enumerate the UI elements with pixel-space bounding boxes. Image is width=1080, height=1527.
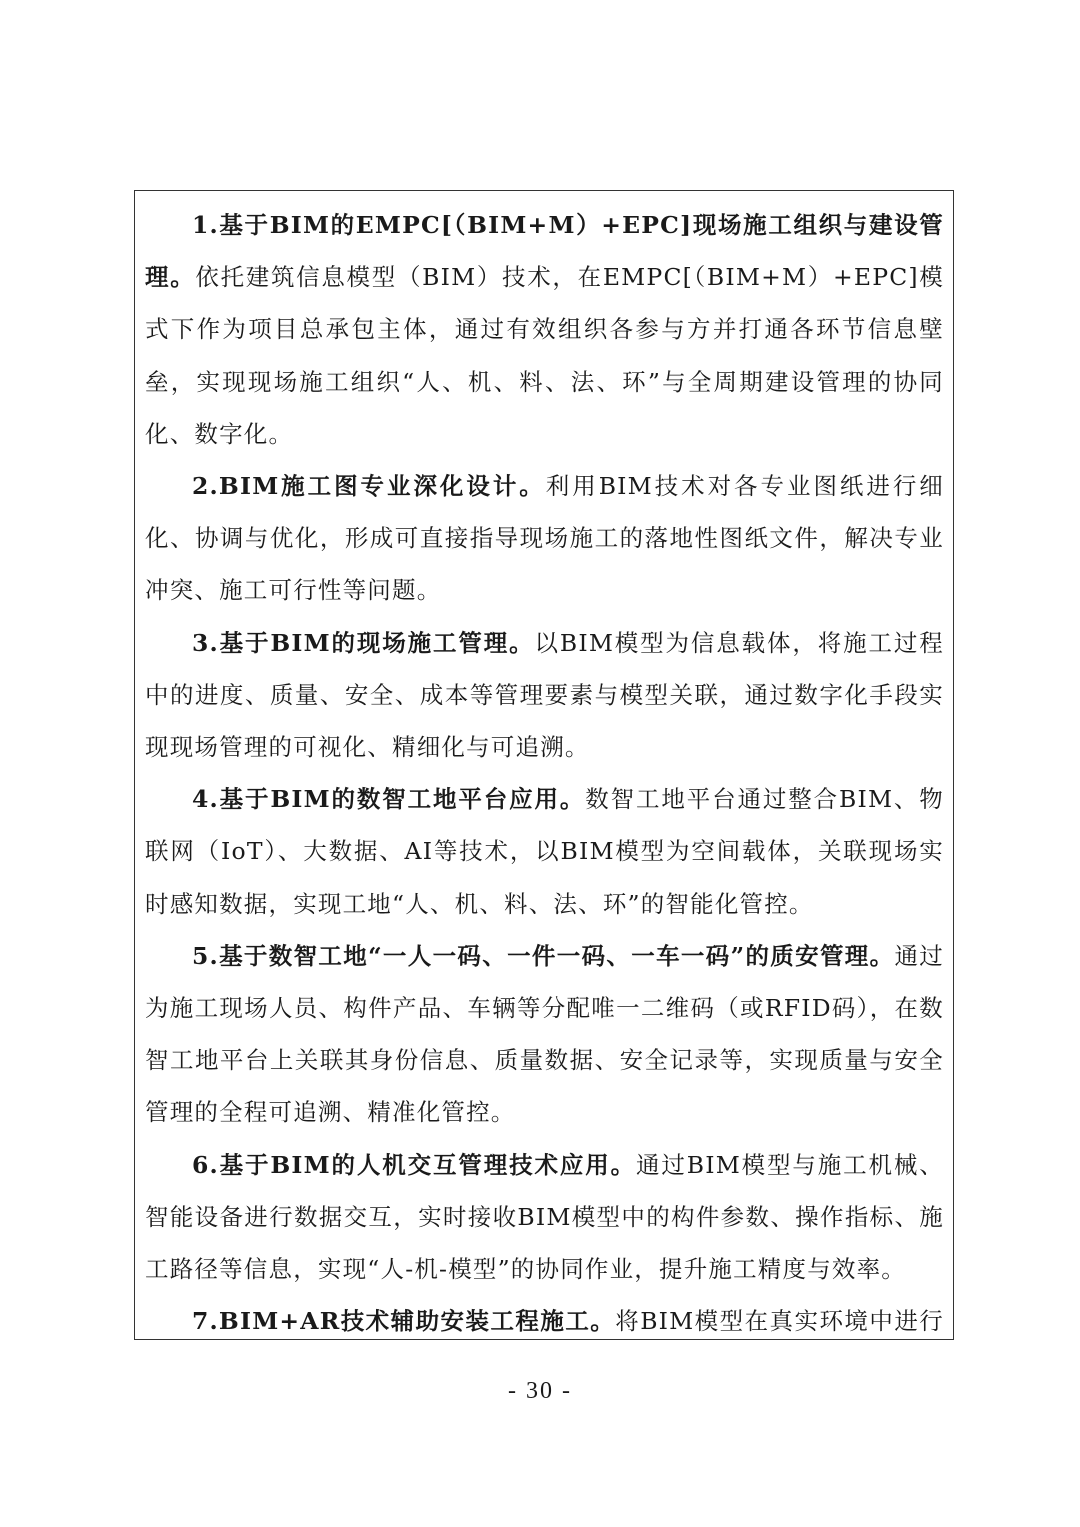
paragraph-5 xyxy=(145,930,944,1139)
paragraph-7-body: 将BIM模型在真实环境中进行 xyxy=(615,1307,944,1336)
paragraph-1-body: 依托建筑信息模型（BIM）技术，在EMPC[（BIM+M）+EPC]模式下作为项目总承包主体，通过有效组织各参与方并打通各环节信息壁垒，实现现场施工组织“人、机、料、法、环”与全周期建设管理的协同化、数字化。 xyxy=(145,263,944,448)
paragraph-3-heading: 3.基于BIM的现场施工管理。 xyxy=(192,628,535,657)
paragraph-7-heading: 7.BIM+AR技术辅助安装工程施工。 xyxy=(192,1307,616,1336)
paragraph-4 xyxy=(145,773,944,930)
paragraph-5-body: 通过为施工现场人员、构件产品、车辆等分配唯一二维码（或RFID码），在数智工地平台上关联其身份信息、质量数据、安全记录等，实现质量与安全管理的全程可追溯、精准化管控。 xyxy=(145,941,944,1127)
paragraph-4-heading: 4.基于BIM的数智工地平台应用。 xyxy=(192,785,586,814)
paragraph-2-body: 利用BIM技术对各专业图纸进行细化、协调与优化，形成可直接指导现场施工的落地性图纸文件，解决专业冲突、施工可行性等问题。 xyxy=(145,472,944,605)
paragraph-2-heading: 2.BIM施工图专业深化设计。 xyxy=(192,472,546,501)
paragraph-4-body: 数智工地平台通过整合BIM、物联网（IoT）、大数据、AI等技术，以BIM模型为空间载体，关联现场实时感知数据，实现工地“人、机、料、法、环”的智能化管控。 xyxy=(145,785,944,918)
paragraph-6-body: 通过BIM模型与施工机械、智能设备进行数据交互，实时接收BIM模型中的构件参数、操作指标、施工路径等信息，实现“人-机-模型”的协同作业，提升施工精度与效率。 xyxy=(145,1150,945,1284)
paragraph-5-heading: 5.基于数智工地“一人一码、一件一码、一车一码”的质安管理。 xyxy=(192,941,895,970)
paragraph-2 xyxy=(145,460,944,617)
paragraph-3 xyxy=(145,617,944,774)
page-number: - 30 - xyxy=(508,1378,572,1404)
paragraph-3-body: 以BIM模型为信息载体，将施工过程中的进度、质量、安全、成本等管理要素与模型关联，通过数字化手段实现现场管理的可视化、精细化与可追溯。 xyxy=(145,628,944,762)
paragraph-6-heading: 6.基于BIM的人机交互管理技术应用。 xyxy=(192,1150,637,1179)
paragraph-7 xyxy=(145,1295,944,1340)
paragraph-1 xyxy=(145,199,944,460)
content-frame xyxy=(134,190,954,1340)
paragraph-1-heading: 1.基于BIM的EMPC[（BIM+M）+EPC]现场施工组织与建设管理。 xyxy=(145,211,944,292)
paragraph-6 xyxy=(145,1139,944,1296)
